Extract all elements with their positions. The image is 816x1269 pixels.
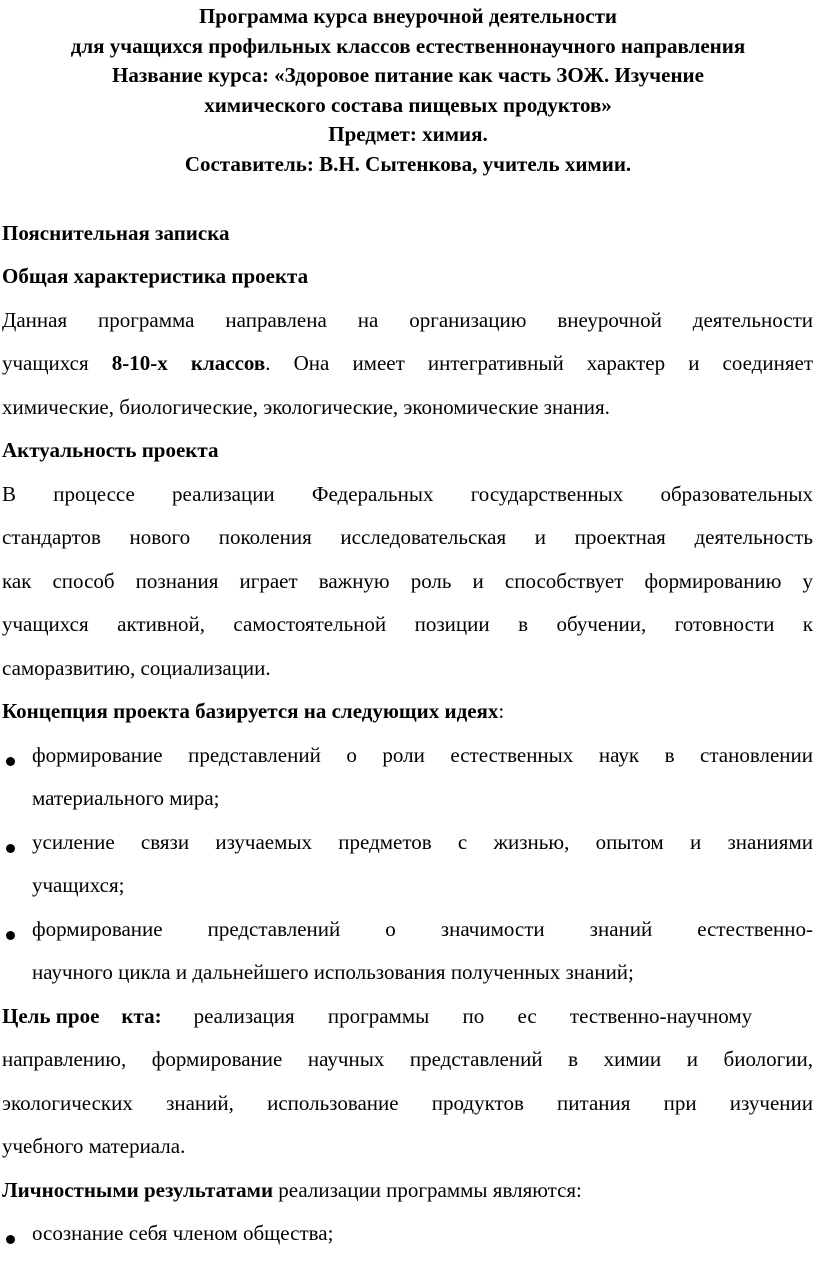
bullet-icon — [4, 755, 18, 769]
relevance-line-4: учащихся активной, самостоятельной позиции в обучении, готовности к — [2, 612, 813, 636]
relevance-line-3: как способ познания играет важную роль и способствует формированию у — [2, 569, 813, 593]
bullet-icon — [4, 1233, 18, 1247]
relevance-line-2: стандартов нового поколения исследовательская и проектная деятельность — [2, 525, 813, 549]
goal-line-1 — [2, 995, 813, 1039]
header-course-title-cont: химического состава пищевых продуктов» — [204, 92, 612, 117]
goal-line-1-text: реализация программы по ес тественно-научному — [193, 1004, 753, 1028]
document-header — [0, 2, 816, 179]
general-line-1: Данная программа направлена на организацию внеурочной деятельности — [2, 308, 813, 332]
relevance-line-1: В процессе реализации Федеральных государственных образовательных — [2, 482, 813, 506]
header-line-1: Программа курса внеурочной деятельности — [198, 4, 618, 28]
concept-item-3-line-2: научного цикла и дальнейшего использования полученных знаний; — [32, 960, 634, 984]
concept-item-2-line-1: усиление связи изучаемых предметов с жизнью, опытом и знаниями — [32, 830, 813, 854]
header-course-title: Название курса: «Здоровое питание как часть ЗОЖ. Изучение — [112, 63, 704, 87]
concept-title: Концепция проекта базируется на следующих идеях: — [2, 699, 505, 723]
concept-item-1-line-1: формирование представлений о роли естественных наук в становлении — [32, 743, 813, 767]
goal-line-3: экологических знаний, использование продуктов питания при изучении — [2, 1091, 813, 1115]
results-title: Личностными результатами реализации программы являются: — [2, 1178, 582, 1202]
general-line-2: учащихся 8-10-х классов. Она имеет интегративный характер и соединяет — [2, 351, 813, 375]
note-title: Пояснительная записка — [2, 221, 230, 245]
bullet-icon — [4, 842, 18, 856]
general-line-3: химические, биологические, экологические, экономические знания. — [2, 395, 610, 419]
header-line-2: для учащихся профильных классов естественнонаучного направления — [70, 33, 746, 58]
relevance-line-5: саморазвитию, социализации. — [2, 656, 271, 680]
general-title: Общая характеристика проекта — [2, 264, 309, 288]
relevance-title: Актуальность проекта — [2, 438, 219, 462]
results-item-1: осознание себя членом общества; — [32, 1221, 334, 1245]
bullet-icon — [4, 929, 18, 943]
header-author: Составитель: В.Н. Сытенкова, учитель химии. — [184, 151, 632, 176]
concept-item-1-line-2: материального мира; — [32, 786, 220, 810]
goal-line-2: направлению, формирование научных представлений в химии и биологии, — [2, 1047, 813, 1071]
concept-item-2-line-2: учащихся; — [32, 873, 125, 897]
goal-label-a: Цель прое — [2, 1004, 100, 1028]
header-subject: Предмет: химия. — [328, 122, 488, 146]
concept-item-3-line-1: формирование представлений о значимости знаний естественно- — [32, 917, 813, 941]
goal-line-4: учебного материала. — [2, 1134, 186, 1158]
grade-range: 8-10-х классов — [111, 351, 266, 375]
goal-label-b: кта: — [121, 1004, 162, 1028]
